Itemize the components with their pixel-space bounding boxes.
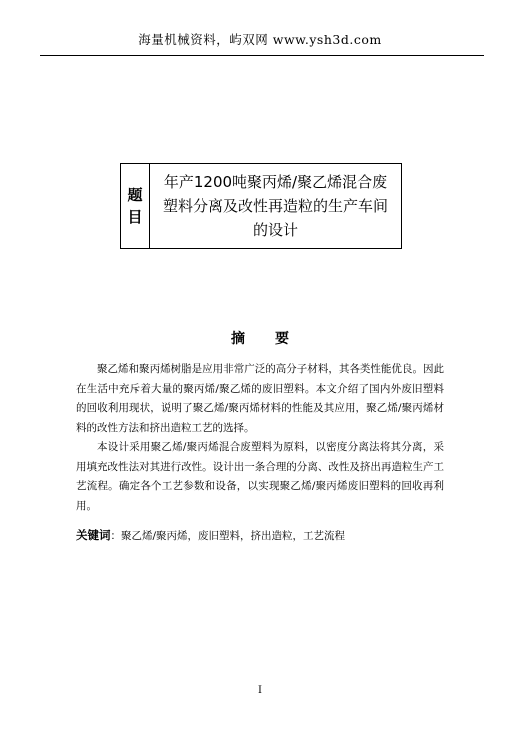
document-title bbox=[150, 164, 401, 248]
title-line: 塑料分离及改性再造粒的生产车间 bbox=[162, 197, 388, 215]
page-number: I bbox=[258, 685, 262, 696]
keywords-text: 聚乙烯/聚丙烯，废旧塑料，挤出造粒，工艺流程 bbox=[121, 530, 346, 542]
abstract-heading-char: 摘 bbox=[231, 331, 245, 347]
abstract-heading bbox=[0, 328, 520, 348]
title-box bbox=[120, 163, 402, 249]
keywords-separator: ： bbox=[110, 530, 121, 542]
abstract-paragraph: 本设计采用聚乙烯/聚丙烯混合废塑料为原料，以密度分离法将其分离，采用填充改性法对其进行改性。设计出一条合理的分离、改性及挤出再造粒生产工艺流程。确定各个工艺参数和设备，以实现聚乙烯/聚丙烯废旧塑料的回收再利用。 bbox=[76, 441, 444, 512]
title-label-char: 题 bbox=[127, 186, 143, 204]
page-header: 海量机械资料，屿双网 www.ysh3d.com bbox=[138, 32, 382, 47]
title-line: 的设计 bbox=[252, 221, 298, 239]
abstract-heading-char: 要 bbox=[275, 331, 289, 347]
abstract-body bbox=[76, 360, 444, 516]
title-label bbox=[121, 164, 150, 248]
header-rule bbox=[40, 55, 484, 56]
keywords-label: 关键词 bbox=[76, 528, 111, 542]
abstract-paragraph: 聚乙烯和聚丙烯树脂是应用非常广泛的高分子材料，其各类性能优良。因此在生活中充斥着大量的聚丙烯/聚乙烯的废旧塑料。本文介绍了国内外废旧塑料的回收利用现状，说明了聚乙烯/聚丙烯材料的性能及其应用，聚乙烯/聚丙烯材料的改性方法和挤出造粒工艺的选择。 bbox=[76, 363, 444, 434]
keywords bbox=[76, 527, 456, 544]
title-line: 年产1200吨聚丙烯/聚乙烯混合废 bbox=[163, 173, 388, 191]
title-label-char: 目 bbox=[127, 208, 143, 226]
